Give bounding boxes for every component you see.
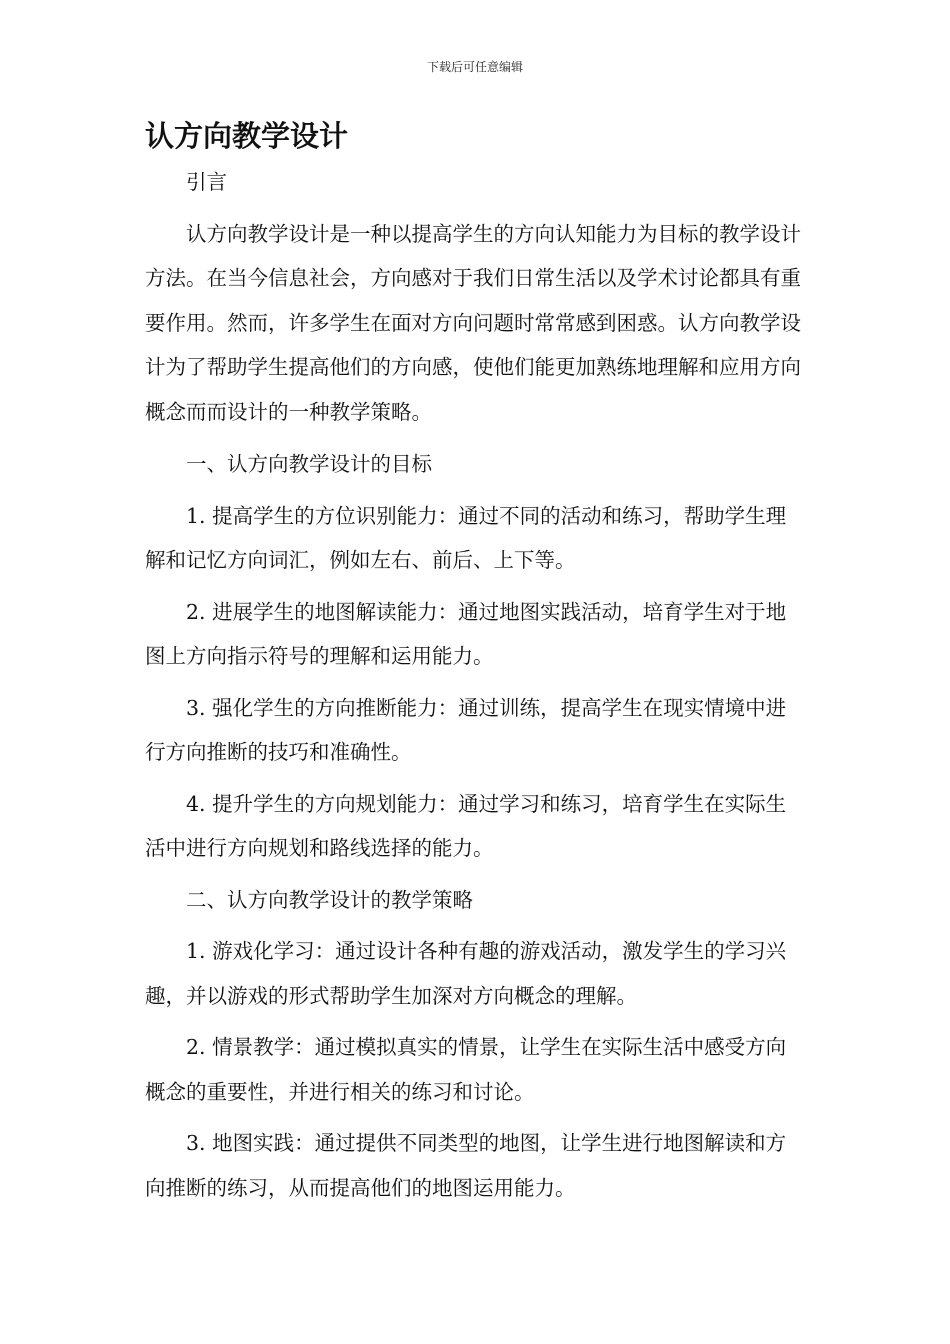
section2-item-2: 2. 情景教学：通过模拟真实的情景，让学生在实际生活中感受方向概念的重要性，并进行相关的练习和讨论。: [145, 1035, 787, 1104]
document-body: [145, 160, 805, 1210]
header-note: 下载后可任意编辑: [426, 60, 523, 74]
intro-paragraph: 认方向教学设计是一种以提高学生的方向认知能力为目标的教学设计方法。在当今信息社会，方向感对于我们日常生活以及学术讨论都具有重要作用。然而，许多学生在面对方向问题时常常感到困惑。认方向教学设计为了帮助学生提高他们的方向感，使他们能更加熟练地理解和应用方向概念而而设计的一种教学策略。: [145, 221, 801, 424]
document-title: 认方向教学设计: [145, 119, 349, 153]
section2-heading: 二、认方向教学设计的教学策略: [186, 887, 473, 912]
section1-heading: 一、认方向教学设计的目标: [186, 452, 432, 476]
section1-item-4: 4. 提升学生的方向规划能力：通过学习和练习，培育学生在实际生活中进行方向规划和路线选择的能力。: [145, 791, 787, 860]
section2-item-3: 3. 地图实践：通过提供不同类型的地图，让学生进行地图解读和方向推断的练习，从而提高他们的地图运用能力。: [145, 1131, 787, 1200]
section2-item-1: 1. 游戏化学习：通过设计各种有趣的游戏活动，激发学生的学习兴趣，并以游戏的形式帮助学生加深对方向概念的理解。: [145, 939, 787, 1008]
section1-item-1: 1. 提高学生的方位识别能力：通过不同的活动和练习，帮助学生理解和记忆方向词汇，例如左右、前后、上下等。: [145, 503, 787, 572]
section1-item-2: 2. 进展学生的地图解读能力：通过地图实践活动，培育学生对于地图上方向指示符号的理解和运用能力。: [145, 599, 787, 668]
intro-heading: 引言: [186, 170, 227, 194]
section1-item-3: 3. 强化学生的方向推断能力：通过训练，提高学生在现实情境中进行方向推断的技巧和准确性。: [145, 695, 787, 764]
